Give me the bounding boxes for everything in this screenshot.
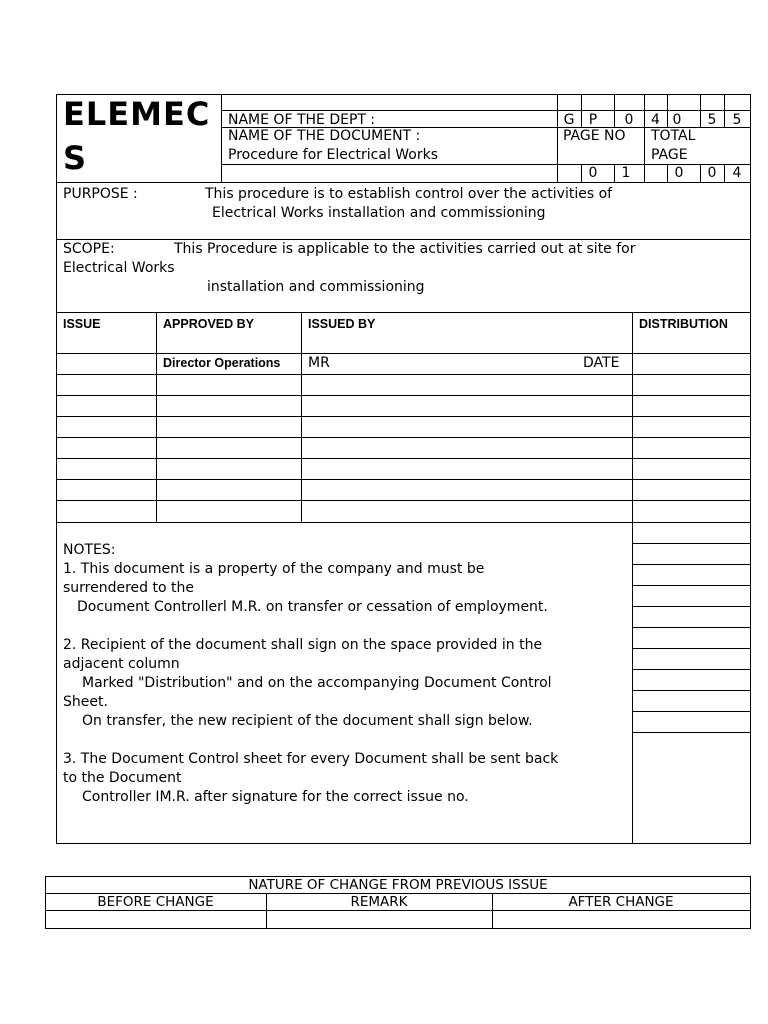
purpose-label: PURPOSE :	[63, 186, 138, 202]
distribution-row-line-3	[632, 585, 751, 586]
notes-title: NOTES:	[63, 542, 116, 558]
note-3-line-3: Controller IM.R. after signature for the correct issue no.	[82, 789, 469, 805]
distribution-row-line-6	[632, 648, 751, 649]
issue-row-line-2	[56, 395, 751, 396]
note-2-line-2: adjacent column	[63, 656, 180, 672]
code-char-1: G	[563, 112, 575, 128]
code-char-2: P	[588, 112, 598, 128]
issue-table-v2	[301, 312, 302, 523]
distribution-row-line-4	[632, 606, 751, 607]
form-border-left	[56, 94, 57, 844]
company-logo-line-1: ELEMEC	[63, 95, 211, 133]
distribution-row-line-10	[632, 732, 751, 733]
issue-header-bottom-line	[56, 353, 751, 354]
code-char-3: 0	[624, 112, 634, 128]
code-char-6: 5	[707, 112, 717, 128]
date-label: DATE	[583, 355, 620, 371]
note-3-line-1: 3. The Document Control sheet for every Document shall be sent back	[63, 751, 559, 767]
page-no-digit-1: 0	[588, 165, 598, 181]
before-change-header: BEFORE CHANGE	[97, 894, 214, 910]
issue-row-line-3	[56, 416, 751, 417]
issued-by-value: MR	[308, 355, 330, 371]
distribution-row-line-7	[632, 669, 751, 670]
issue-table-bottom-line	[56, 522, 751, 523]
change-table-title: NATURE OF CHANGE FROM PREVIOUS ISSUE	[248, 877, 548, 893]
after-change-header: AFTER CHANGE	[568, 894, 674, 910]
issued-by-header: ISSUED BY	[308, 317, 376, 331]
form-border-bottom	[56, 843, 751, 844]
scope-text-line-2: Electrical Works	[63, 260, 175, 276]
note-1-line-2: surrendered to the	[63, 580, 194, 596]
issue-table-v3	[632, 312, 633, 844]
distribution-row-line-5	[632, 627, 751, 628]
code-char-7: 5	[732, 112, 742, 128]
note-3-line-2: to the Document	[63, 770, 182, 786]
dept-label: NAME OF THE DEPT :	[228, 112, 376, 128]
issue-row-line-5	[56, 458, 751, 459]
code-grid-v3	[644, 94, 645, 183]
code-char-5: 0	[672, 112, 682, 128]
scope-label: SCOPE:	[63, 241, 115, 257]
approved-by-value: Director Operations	[163, 356, 281, 370]
issue-table-v1	[156, 312, 157, 523]
note-2-line-5: On transfer, the new recipient of the document shall sign below.	[82, 713, 533, 729]
scope-text-line-1: This Procedure is applicable to the activities carried out at site for	[174, 241, 636, 257]
total-page-digit-2: 0	[707, 165, 717, 181]
code-grid-v0	[557, 94, 558, 183]
issue-header: ISSUE	[63, 317, 101, 331]
document-label: NAME OF THE DOCUMENT :	[228, 128, 421, 144]
company-logo-line-2: S	[63, 139, 88, 177]
issue-row-line-7	[56, 500, 751, 501]
scope-bottom-line	[56, 312, 751, 313]
note-2-line-1: 2. Recipient of the document shall sign on the space provided in the	[63, 637, 543, 653]
page-no-label: PAGE NO	[563, 128, 626, 144]
scope-text-line-3: installation and commissioning	[207, 279, 425, 295]
note-1-line-1: 1. This document is a property of the company and must be	[63, 561, 485, 577]
total-page-digit-3: 4	[732, 165, 742, 181]
remark-header: REMARK	[350, 894, 408, 910]
total-page-digit-1: 0	[674, 165, 684, 181]
issue-row-line-4	[56, 437, 751, 438]
distribution-row-line-8	[632, 690, 751, 691]
purpose-text-line-2: Electrical Works installation and commissioning	[212, 205, 546, 221]
purpose-text-line-1: This procedure is to establish control over the activities of	[205, 186, 613, 202]
change-table-bottom	[45, 928, 751, 929]
distribution-row-line-1	[632, 543, 751, 544]
header-divider-vertical	[221, 94, 222, 183]
distribution-row-line-9	[632, 711, 751, 712]
total-page-label-1: TOTAL	[651, 128, 696, 144]
note-1-line-3: Document Controllerl M.R. on transfer or cessation of employment.	[77, 599, 548, 615]
total-page-label-2: PAGE	[651, 147, 688, 163]
approved-by-header: APPROVED BY	[163, 317, 254, 331]
distribution-row-line-2	[632, 564, 751, 565]
note-2-line-3: Marked "Distribution" and on the accompanying Document Control	[82, 675, 552, 691]
document-name: Procedure for Electrical Works	[228, 147, 439, 163]
header-bottom-line	[56, 182, 751, 183]
distribution-header: DISTRIBUTION	[639, 317, 728, 331]
issue-row-line-1	[56, 374, 751, 375]
code-char-4: 4	[651, 112, 660, 128]
note-2-line-4: Sheet.	[63, 694, 108, 710]
issue-row-line-6	[56, 479, 751, 480]
page-no-digit-2: 1	[621, 165, 631, 181]
